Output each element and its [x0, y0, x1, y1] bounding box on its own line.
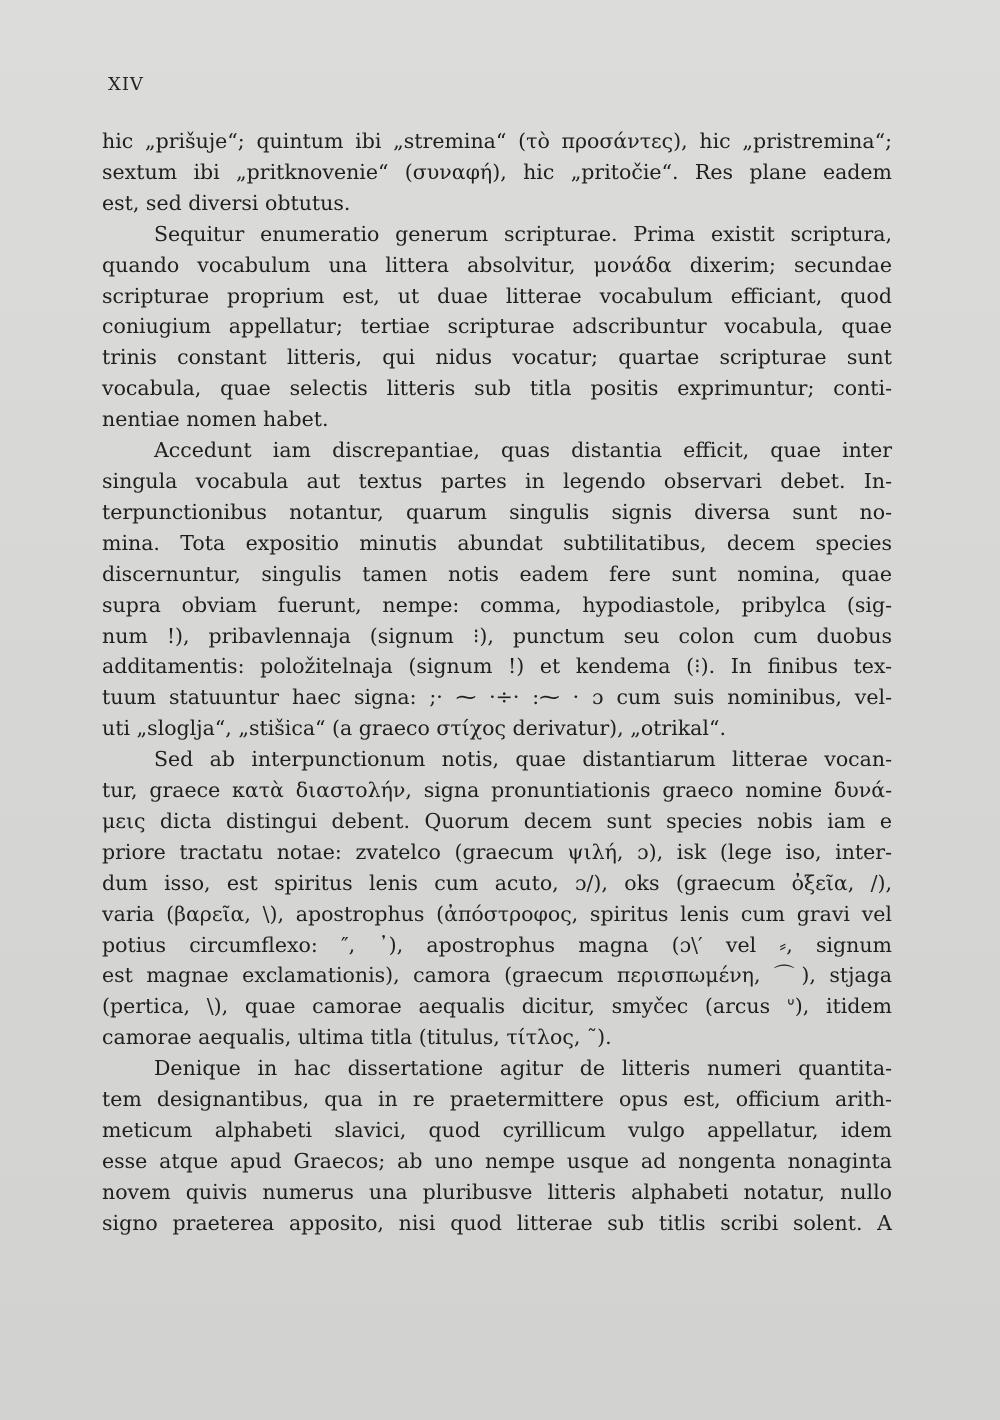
- text-line: meticum alphabeti slavici, quod cyrillicum vulgo appellatur, idem: [102, 1118, 892, 1142]
- text-line: varia (βαρεῖα, \), apostrophus (ἀπόστροφος, spiritus lenis cum gravi vel: [102, 901, 892, 926]
- text-line: (pertica, \), quae camorae aequalis dicitur, smyčec (arcus ᐡ), itidem: [102, 994, 892, 1019]
- body-text: [102, 126, 892, 1239]
- text-line: uti „sloglja“, „stišica“ (a graeco στίχος derivatur), „otrikal“.: [102, 716, 726, 741]
- text-line: quando vocabulum una littera absolvitur, μονάδα dixerim; secundae: [102, 252, 892, 277]
- text-line: discernuntur, singulis tamen notis eadem fere sunt nomina, quae: [102, 561, 892, 586]
- text-line: nentiae nomen habet.: [102, 407, 329, 432]
- text-line: Accedunt iam discrepantiae, quas distantia efficit, quae inter: [154, 438, 892, 463]
- text-line: camorae aequalis, ultima titla (titulus, τίτλος, ˜).: [102, 1025, 612, 1050]
- text-line: Sed ab interpunctionum notis, quae distantiarum litterae vocan-: [154, 747, 892, 772]
- text-line: priore tractatu notae: zvatelco (graecum ψιλή, ɔ), isk (lege iso, inter-: [102, 839, 892, 864]
- text-line: additamentis: položitelnaja (signum !) et kendema (⁝). In finibus tex-: [102, 654, 892, 679]
- text-line: Sequitur enumeratio generum scripturae. Prima existit scriptura,: [154, 221, 892, 246]
- text-line: tur, graece κατὰ διαστολήν, signa pronuntiationis graeco nomine δυνά-: [102, 778, 892, 803]
- text-line: coniugium appellatur; tertiae scripturae adscribuntur vocabula, quae: [102, 314, 892, 339]
- text-line: supra obviam fuerunt, nempe: comma, hypodiastole, pribylca (sig-: [102, 592, 892, 617]
- text-line: mina. Tota expositio minutis abundat subtilitatibus, decem species: [102, 530, 892, 555]
- text-line: potius circumflexo: ″, ᾿), apostrophus magna (ɔ\′ vel ⸗, signum: [102, 932, 892, 957]
- text-line: est magnae exclamationis), camora (graecum περισπωμένη, ⌒), stjaga: [102, 963, 892, 988]
- text-line: num !), pribavlennaja (signum ⁝), punctum seu colon cum duobus: [102, 623, 892, 648]
- text-line: sextum ibi „pritknovenie“ (συναφή), hic „pritočie“. Res plane eadem: [102, 159, 892, 184]
- text-line: signo praeterea apposito, nisi quod litterae sub titlis scribi solent. A: [102, 1210, 892, 1235]
- text-line: tuum statuuntur haec signa: ;· ⁓ ·÷· :⁓ · ɔ cum suis nominibus, vel-: [102, 685, 892, 710]
- text-line: novem quivis numerus una pluribusve litteris alphabeti notatur, nullo: [102, 1179, 892, 1204]
- text-line: μεις dicta distingui debent. Quorum decem sunt species nobis iam e: [102, 808, 892, 833]
- text-line: dum isso, est spiritus lenis cum acuto, ɔ/), oks (graecum ὀξεῖα, /),: [102, 870, 892, 895]
- page-number: XIV: [108, 74, 144, 95]
- text-line: est, sed diversi obtutus.: [102, 190, 351, 215]
- text-line: trinis constant litteris, qui nidus vocatur; quartae scripturae sunt: [102, 345, 892, 370]
- text-line: esse atque apud Graecos; ab uno nempe usque ad nongenta nonaginta: [102, 1148, 892, 1173]
- text-line: Denique in hac dissertatione agitur de litteris numeri quantita-: [154, 1056, 892, 1081]
- text-line: scripturae proprium est, ut duae litterae vocabulum efficiant, quod: [102, 283, 892, 308]
- text-line: tem designantibus, qua in re praetermittere opus est, officium arith-: [102, 1087, 892, 1112]
- text-line: terpunctionibus notantur, quarum singulis signis diversa sunt no-: [102, 499, 892, 524]
- text-line: singula vocabula aut textus partes in legendo observari debet. In-: [102, 468, 892, 493]
- text-line: hic „prišuje“; quintum ibi „stremina“ (τὸ προσάντες), hic „pristremina“;: [102, 129, 892, 153]
- text-line: vocabula, quae selectis litteris sub titla positis exprimuntur; conti-: [102, 376, 892, 401]
